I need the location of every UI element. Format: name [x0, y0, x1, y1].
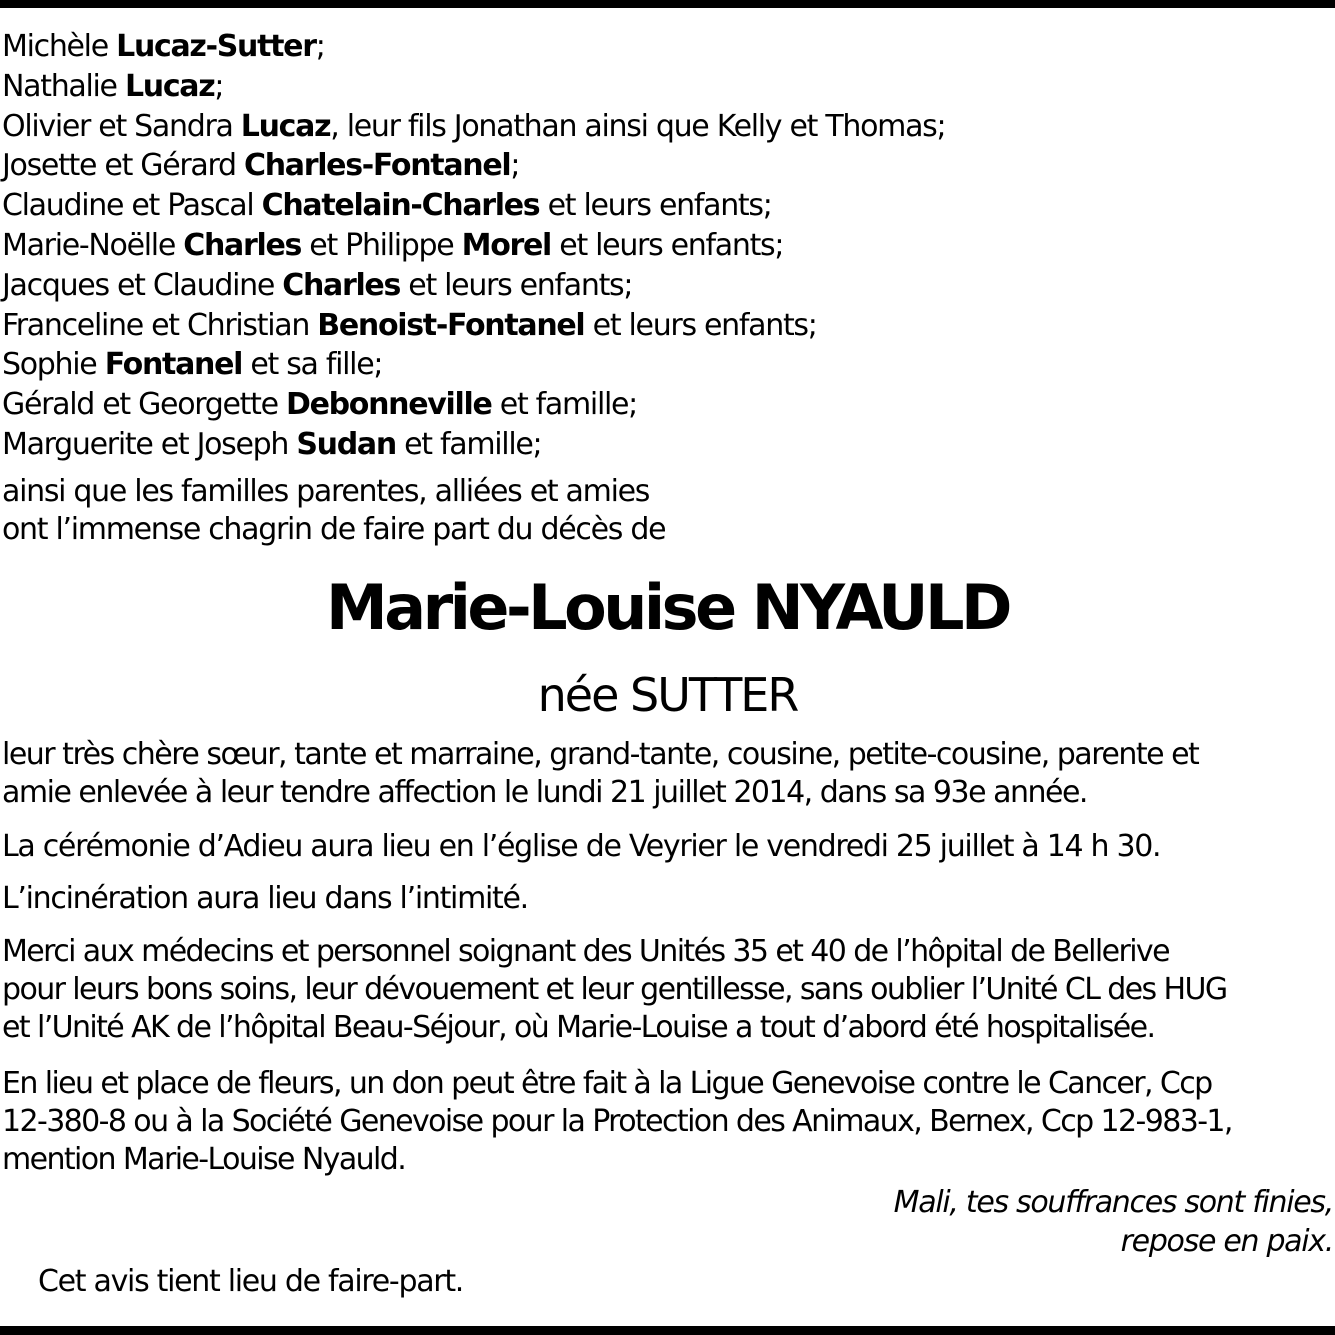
announcement-intro — [2, 473, 665, 549]
ceremony-paragraph: La cérémonie d’Adieu aura lieu en l’église de Veyrier le vendredi 25 juillet à 14 h 30. — [2, 829, 1161, 864]
family-surname: Debonneville — [285, 387, 492, 423]
family-surname: Charles — [282, 267, 401, 303]
maiden-name: née SUTTER — [537, 668, 798, 722]
family-line: Sophie Fontanel et sa fille; — [2, 347, 383, 383]
family-surname: Fontanel — [104, 347, 243, 383]
family-line: Franceline et Christian Benoist-Fontanel et leurs enfants; — [2, 307, 817, 343]
family-surname: Lucaz — [240, 108, 331, 144]
relation-paragraph: leur très chère sœur, tante et marraine, grand-tante, cousine, petite-cousine, parente et amie enlevée à leur tendre affection le lundi 21 juillet 2014, dans sa 93e année. — [2, 737, 1199, 810]
family-surname: Chatelain-Charles — [261, 188, 540, 224]
family-surname: Benoist-Fontanel — [317, 307, 585, 343]
intro-line-1: ainsi que les familles parentes, alliées et amies — [2, 474, 650, 509]
family-surname: Charles — [183, 227, 302, 263]
family-surname: Lucaz-Sutter — [116, 29, 316, 64]
family-line: Marguerite et Joseph Sudan et famille; — [2, 426, 542, 462]
intro-line-2: ont l’immense chagrin de faire part du décès de — [2, 512, 666, 547]
closing-quote: Mali, tes souffrances sont finies, repose en paix. — [893, 1185, 1333, 1259]
family-line: Marie-Noëlle Charles et Philippe Morel et leurs enfants; — [2, 227, 784, 263]
family-surname: Lucaz — [124, 68, 215, 104]
bottom-border-rule — [0, 1326, 1335, 1335]
family-line: Josette et Gérard Charles-Fontanel; — [2, 148, 520, 184]
deceased-name: Marie-Louise NYAULD — [326, 571, 1009, 644]
thanks-paragraph: Merci aux médecins et personnel soignant des Unités 35 et 40 de l’hôpital de Bellerive pour leurs bons soins, leur dévouement et leur gentillesse, sans oublier l’Unité CL des HUG et l’Unité AK de l’hôpital Beau-Séjour, où Marie-Louise a tout d’abord été hospitalisée. — [2, 934, 1227, 1045]
family-list — [2, 27, 945, 465]
family-line: Gérald et Georgette Debonneville et famille; — [2, 387, 637, 423]
donation-paragraph: En lieu et place de fleurs, un don peut être fait à la Ligue Genevoise contre le Cancer, Ccp 12-380-8 ou à la Société Genevoise pour la Protection des Animaux, Bernex, Ccp 12-983-1, mention Marie-Louise Nyauld. — [2, 1066, 1232, 1177]
family-line: Nathalie Lucaz; — [2, 68, 224, 104]
cremation-paragraph: L’incinération aura lieu dans l’intimité. — [2, 881, 528, 916]
footer-note: Cet avis tient lieu de faire-part. — [38, 1264, 464, 1299]
family-line: Jacques et Claudine Charles et leurs enfants; — [2, 267, 633, 303]
family-line: Claudine et Pascal Chatelain-Charles et leurs enfants; — [2, 188, 772, 224]
family-surname: Sudan — [296, 426, 396, 462]
top-border-rule — [0, 0, 1335, 8]
family-line: Michèle Lucaz-Sutter; — [2, 29, 325, 64]
family-surname: Charles-Fontanel — [243, 148, 511, 184]
family-line: Olivier et Sandra Lucaz, leur fils Jonathan ainsi que Kelly et Thomas; — [2, 108, 946, 144]
family-surname: Morel — [461, 227, 552, 263]
